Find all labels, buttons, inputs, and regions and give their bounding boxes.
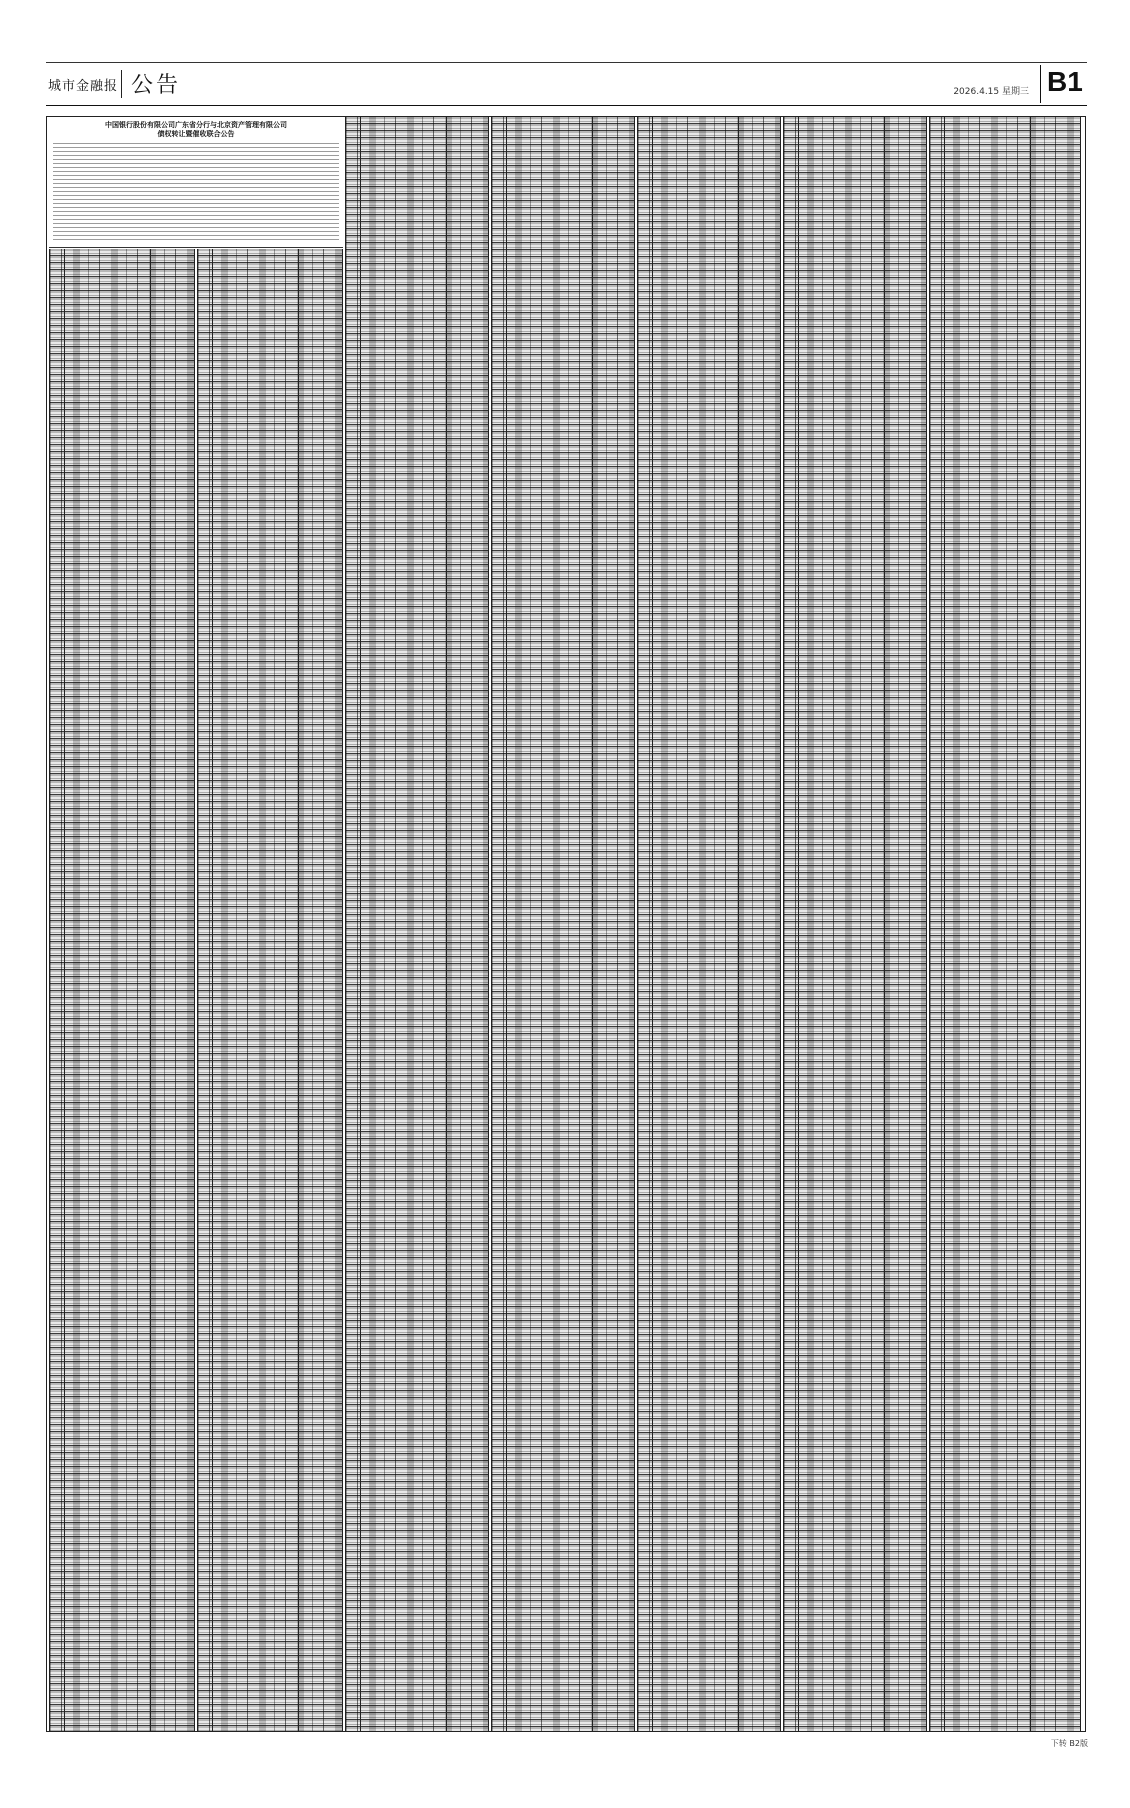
debt-list-column-3 xyxy=(345,117,489,1731)
column-rule xyxy=(150,249,151,1731)
notice-body-text xyxy=(53,141,339,243)
masthead-divider xyxy=(121,70,122,98)
column-rule xyxy=(360,117,361,1731)
debt-list-column-7 xyxy=(929,117,1081,1731)
debt-list-column-5 xyxy=(637,117,781,1731)
column-rule xyxy=(446,117,447,1731)
notice-title-line1: 中国银行股份有限公司广东省分行与北京资产管理有限公司 xyxy=(105,121,287,129)
column-rule xyxy=(592,117,593,1731)
debt-list-column-2 xyxy=(197,249,343,1731)
column-rule xyxy=(1030,117,1031,1731)
continued-on-next-page: 下转 B2版 xyxy=(1050,1739,1088,1748)
column-rule xyxy=(298,249,299,1731)
debt-list-column-1 xyxy=(49,249,195,1731)
column-rule xyxy=(652,117,653,1731)
page-number: B1 xyxy=(1047,66,1083,97)
issue-date: 2026.4.15 星期三 xyxy=(953,87,1029,97)
debt-list-column-6 xyxy=(783,117,927,1731)
column-rule xyxy=(64,249,65,1731)
column-rule xyxy=(798,117,799,1731)
column-rule xyxy=(506,117,507,1731)
notice-box xyxy=(49,119,343,248)
column-rule xyxy=(212,249,213,1731)
section-title: 公告 xyxy=(131,73,182,98)
column-rule xyxy=(738,117,739,1731)
page-number-box xyxy=(1040,65,1087,103)
notice-title-line2: 债权转让暨催收联合公告 xyxy=(157,130,235,138)
newspaper-name: 城市金融报 xyxy=(48,79,119,94)
masthead xyxy=(46,62,1087,106)
announcement-content xyxy=(46,116,1086,1732)
debt-list-column-4 xyxy=(491,117,635,1731)
column-rule xyxy=(884,117,885,1731)
column-rule xyxy=(944,117,945,1731)
